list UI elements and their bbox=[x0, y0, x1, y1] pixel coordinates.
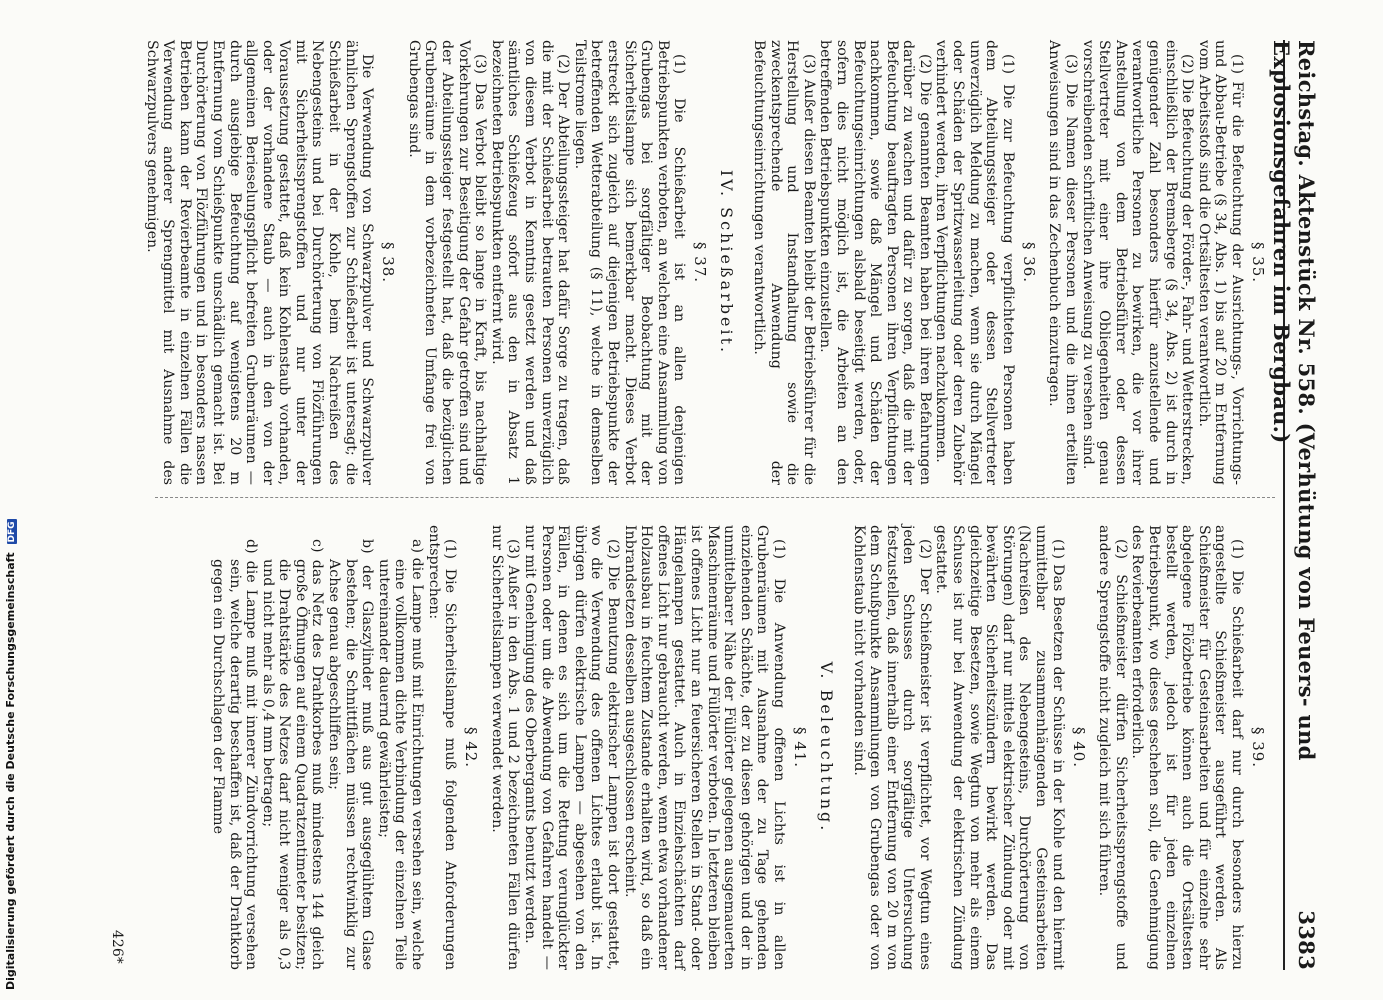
paragraph: (3) Außer in den Abs. 1 und 2 bezeichneten Fällen dürfen nur Sicherheitslampen verwendet werden. bbox=[488, 525, 522, 970]
paragraph: (3) Außer diesen Beamten bleibt der Betriebsführer für die Herstellung und Instandhaltung sowie die zweckentsprechende Anwendung der Befeuchtungseinrichtungen verantwortlich. bbox=[750, 40, 817, 485]
section-heading: § 39. bbox=[1249, 726, 1267, 769]
left-column bbox=[143, 40, 1275, 485]
list-item: b) der Glaszylinder muß aus gut ausgeglühtem Glase bestehen; die Schnittflächen müssen rechtwinklig zur Achse genau abgeschliffen sein; bbox=[326, 539, 376, 970]
list-item: a) die Lampe muß mit Einrichtungen versehen sein, welche eine vollkommen dichte Verbindung der einzelnen Teile untereinander dauernd gewährleisten; bbox=[375, 539, 426, 970]
credit-text: Digitalisierung gefördert durch die Deutsche Forschungsgemeinschaft bbox=[4, 552, 17, 990]
digitization-credit bbox=[4, 519, 17, 990]
paragraph: (1) Die Schießarbeit darf nur durch besonders hierzu angestellte Schießmeister ausgeführt werden. Als Schießmeister für Gesteinsarbeiten und für einzelne sehr abgelegene Flözbetriebe können auch die Ortsältesten bestellt werden, jedoch ist für jeden einzelnen Betriebspunkt, wo dieses geschehen soll, die Genehmigung des Revierbeamten erforderlich. bbox=[1129, 525, 1245, 970]
right-column bbox=[175, 525, 1275, 970]
paragraph: (3) Das Verbot bleibt so lange in Kraft, bis nachhaltige Vorkehrungen zur Beseitigung der Gefahr getroffen sind und der Abteilungssteiger festgestellt hat, daß die bezüglichen Grubenräume in dem vorbezeichneten Umfange frei von Grubengas sind. bbox=[405, 40, 489, 485]
paragraph: (3) Die Namen dieser Personen und die ihnen erteilten Anweisungen sind in das Zechenbuch einzutragen. bbox=[1046, 40, 1080, 485]
page-number: 3383 bbox=[1294, 910, 1319, 970]
paragraph: (2) Die Befeuchtung der Förder-, Fahr- und Wetterstrecken, einschließlich der Bremsberge (§ 34, Abs. 2) ist durch in genügender Zahl besonders hierfür anzustellende und verantwortliche Personen zu bewirken, die vor ihrer Anstellung von dem Betriebsführer oder dessen Stellvertreter mit einer ihre Obliegenheiten genau vorschreibenden schriftlichen Anweisung zu versehen sind. bbox=[1079, 40, 1196, 485]
section-heading: § 42. bbox=[462, 726, 481, 769]
section-heading: § 36. bbox=[1019, 241, 1038, 284]
chapter-heading: IV. Schießarbeit. bbox=[717, 169, 737, 356]
dfg-logo-icon: DFG bbox=[7, 521, 17, 543]
header-title: Reichstag. Aktenstück Nr. 558. (Verhütung von Feuers- und Explosionsgefahren im Bergbau.) bbox=[1269, 40, 1319, 761]
list-item: d) die Lampe muß mit innerer Zündvorrichtung versehen sein, welche derartig beschaffen ist, daß der Drahtkorb gegen ein Durchschlagen der Flamme bbox=[209, 539, 260, 970]
paragraph: (2) Der Abteilungssteiger hat dafür Sorge zu tragen, daß die mit der Schießarbeit betrauten Personen unverzüglich von diesem Verbot in Kenntnis gesetzt werden und daß sämtliches Schießzeug sofort aus den in Absatz 1 bezeichneten Betriebspunkten entfernt wird. bbox=[488, 40, 572, 485]
paragraph: (2) Die Benutzung elektrischer Lampen ist dort gestattet, wo die Verwendung des offenen Lichtes erlaubt ist. In übrigen dürfen elektrische Lampen — abgesehen von den Fällen, in denen es sich um die Rettung verunglückter Personen oder um die Abwendung von Gefahren handelt — nur mit Genehmigung des Oberbergamts benutzt werden. bbox=[522, 525, 621, 970]
paragraph: (2) Der Schießmeister ist verpflichtet, vor Wegtun eines jeden Schusses durch sorgfältige Untersuchung festzustellen, daß innerhalb einer Entfernung von 20 m von dem Schußpunkte Ansammlungen von Grubengas oder von Kohlenstaub nicht vorhanden sind. bbox=[850, 525, 933, 970]
section-heading: § 38. bbox=[379, 241, 398, 284]
section-heading: § 41. bbox=[790, 726, 809, 769]
paragraph: (1) Die Anwendung offenen Lichts ist in allen Grubenräumen mit Ausnahme der zu Tage gehenden einziehenden Schächte, der zu diesen gehörigen und der in unmittelbarer Nähe der Füllörter gelegenen ausgemauerten Maschinenräume und Füllörter verboten. In letzteren bleiben ist offenes Licht nur an feuersicheren Stellen in Stand- oder Hängelampen gestattet. Auch in Einziehschächten darf offenes Licht nur gebraucht werden, wenn etwa vorhandener Holzausbau in feuchtem Zustande erhalten wird, so daß ein Inbrandsetzen desselben ausgeschlossen erscheint. bbox=[621, 525, 787, 970]
paragraph: (1) Das Besetzen der Schüsse in der Kohle und den hiermit unmittelbar zusammenhängenden Gesteinsarbeiten (Nachreißen des Nebengesteins, Durchörterung von Störungen) darf nur mittels elektrischer Zündung oder mit bewährten Sicherheitszündern bewirkt werden. Das gleichzeitige Besetzen, sowie Wegtun von mehr als einem Schusse ist nur bei Anwendung der elektrischen Zündung gestattet. bbox=[933, 525, 1066, 970]
paragraph: (1) Die zur Befeuchtung verpflichteten Personen haben dem Abteilungssteiger oder dessen Stellvertreter unverzüglich Meldung zu machen, wenn sie durch Mängel oder Schäden der Spritzwasserleitung oder deren Zubehör verhindert werden, ihren Verpflichtungen nachzukommen. bbox=[933, 40, 1016, 485]
page-header bbox=[1269, 40, 1325, 970]
paragraph: (1) Die Schießarbeit ist an allen denjenigen Betriebspunkten verboten, an welchen eine Ansammlung von Grubengas bei sorgfältiger Beobachtung mit der Sicherheitslampe sich bemerkbar macht. Dieses Verbot erstreckt sich zugleich auf diejenigen Betriebspunkte der betreffenden Wetterabteilung (§ 11), welche in demselben Teilstrome liegen. bbox=[571, 40, 688, 485]
chapter-heading: V. Beleuchtung. bbox=[816, 661, 836, 834]
paragraph: (2) Schießmeister dürfen Sicherheitssprengstoffe und andere Sprengstoffe nicht zugleich mit sich führen. bbox=[1096, 525, 1129, 970]
paragraph: (1) Die Sicherheitslampe muß folgenden Anforderungen entsprechen: bbox=[425, 525, 459, 970]
section-heading: § 35. bbox=[1249, 241, 1267, 284]
paragraph: (1) Für die Befeuchtung der Ausrichtungs-, Vorrichtungs- und Abbau-Betriebe (§ 34, Abs. 1) bis auf 20 m Entfernung vom Arbeitsstoß sind die Ortsältesten verantwortlich. bbox=[1195, 40, 1245, 485]
paragraph: Die Verwendung von Schwarzpulver und Schwarzpulver ähnlichen Sprengstoffen zur Schießarbeit ist untersagt; die Schießarbeit in der Kohle, beim Nachreißen des Nebengesteins und bei Durchörterung von Flözführungen mit Sicherheitssprengstoffen und nur unter der Voraussetzung gestattet, daß kein Kohlenstaub vorhanden, oder der vorhandene Staub — auch in den von der allgemeinen Berieselungspflicht befreiten Grubenräumen — durch ausgiebige Befeuchtung auf wenigstens 20 m Entfernung vom Schießpunkte unschädlich gemacht ist. Bei Durchörterung von Flözführungen und in besonders nassen Betrieben kann der Revierbeamte in einzelnen Fällen die Verwendung anderer Sprengmittel mit Ausnahme des Schwarzpulvers genehmigen. bbox=[143, 40, 376, 485]
list-item: c) das Netz des Drahtkorbes muß mindestens 144 gleich große Öffnungen auf einem Quadratzentimeter besitzen; die Drahtstärke des Netzes darf nicht weniger als 0,3 und nicht mehr als 0,4 mm betragen; bbox=[259, 539, 326, 970]
column-divider bbox=[155, 497, 1275, 498]
section-heading: § 40. bbox=[1069, 726, 1088, 769]
sheet-signature: 426* bbox=[109, 930, 125, 964]
section-heading: § 37. bbox=[691, 241, 710, 284]
paragraph: (2) Die genannten Beamten haben bei ihren Befahrungen darüber zu wachen und dafür zu sorgen, daß die mit der Befeuchtung beauftragten Personen ihren Verpflichtungen nachkommen, sowie daß Mängel und Schäden der Befeuchtungseinrichtungen alsbald beseitigt werden, oder, sofern dies nicht möglich ist, die Arbeiten an den betreffenden Betriebspunkten einzustellen. bbox=[817, 40, 933, 485]
